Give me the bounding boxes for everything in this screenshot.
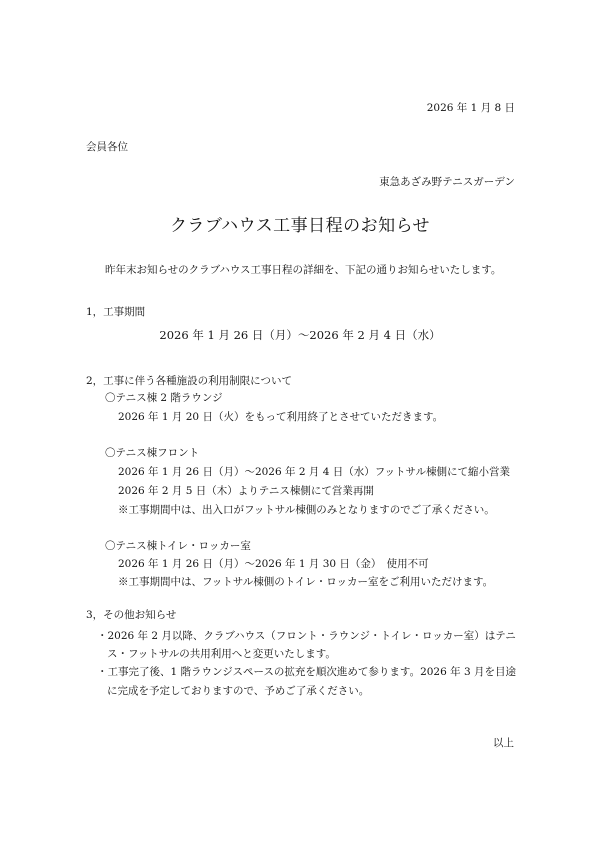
- notice-bullet-continuation: に完成を予定しておりますので、予めご了承ください。: [107, 685, 370, 697]
- facility-detail-line: 2026 年 1 月 26 日（月）～2026 年 1 月 30 日（金） 使用不可: [118, 558, 429, 570]
- notice-bullet-continuation: ス・フットサルの共用利用へと変更いたします。: [107, 648, 336, 660]
- facility-detail-line: 2026 年 2 月 5 日（木）よりテニス棟側にて営業再開: [118, 485, 374, 497]
- section-heading-facility-restrictions: 2，工事に伴う各種施設の利用制限について: [86, 375, 292, 387]
- addressee: 会員各位: [86, 141, 128, 153]
- document-date: 2026 年 1 月 8 日: [426, 102, 515, 114]
- document-title: クラブハウス工事日程のお知らせ: [169, 216, 431, 236]
- notice-bullet-line: ・2026 年 2 月以降、クラブハウス（フロント・ラウンジ・トイレ・ロッカー室）はテニ: [97, 630, 516, 642]
- facility-title-lounge: 〇テニス棟 2 階ラウンジ: [105, 392, 223, 404]
- facility-detail-line: 2026 年 1 月 20 日（火）をもって利用終了とさせていただきます。: [118, 411, 444, 423]
- intro-paragraph: 昨年末お知らせのクラブハウス工事日程の詳細を、下記の通りお知らせいたします。: [105, 264, 502, 276]
- sender-name: 東急あざみ野テニスガーデン: [379, 176, 515, 188]
- construction-period: 2026 年 1 月 26 日（月）～2026 年 2 月 4 日（水）: [159, 328, 441, 342]
- section-heading-construction-period: 1，工事期間: [86, 306, 146, 318]
- facility-detail-note: ※工事期間中は、フットサル棟側のトイレ・ロッカー室をご利用いただけます。: [118, 576, 494, 588]
- closing-mark: 以上: [493, 737, 514, 749]
- section-heading-other-notices: 3，その他お知らせ: [86, 609, 177, 621]
- facility-title-toilet-locker: 〇テニス棟トイレ・ロッカー室: [105, 540, 251, 552]
- facility-detail-line: 2026 年 1 月 26 日（月）～2026 年 2 月 4 日（水）フットサル棟側にて縮小営業: [118, 466, 510, 478]
- notice-bullet-line: ・工事完了後、1 階ラウンジスペースの拡充を順次進めて参ります。2026 年 3 月を目途: [97, 666, 516, 678]
- facility-title-front: 〇テニス棟フロント: [105, 447, 200, 459]
- facility-detail-note: ※工事期間中は、出入口がフットサル棟側のみとなりますのでご了承ください。: [118, 504, 495, 516]
